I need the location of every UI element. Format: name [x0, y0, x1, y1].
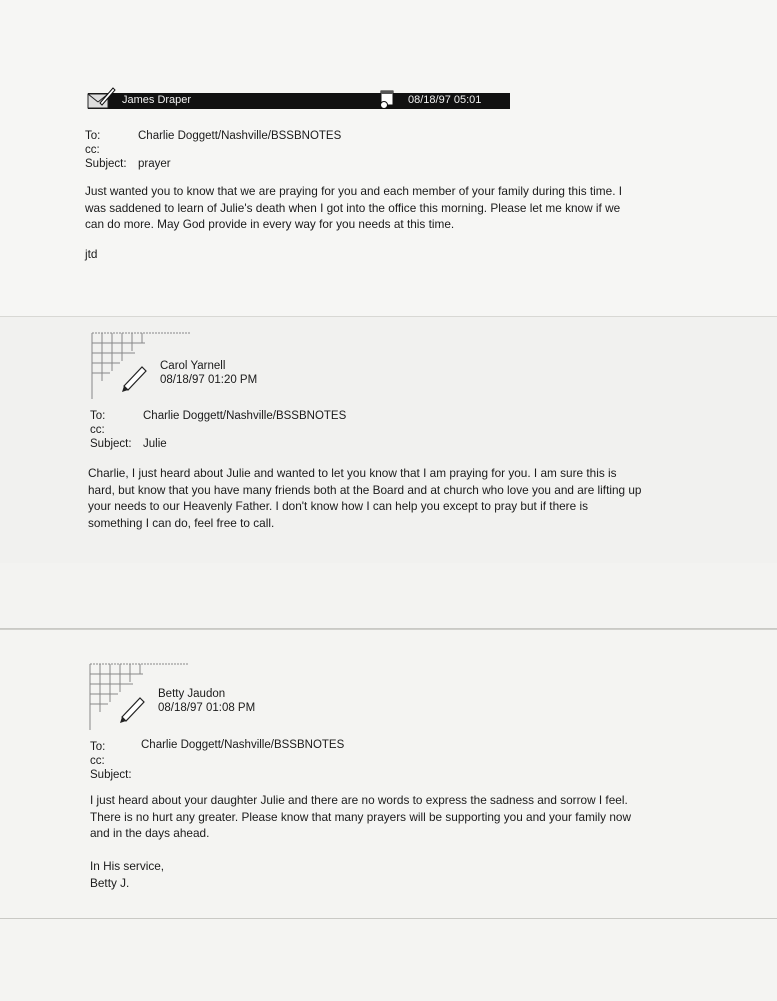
- body-line: I just heard about your daughter Julie and there are no words to express the sadness and sorrow I feel.: [90, 793, 628, 807]
- sender-name: Betty Jaudon: [158, 688, 226, 700]
- body-line: your needs to our Heavenly Father. I don't know how I can help you except to pray but if there is: [88, 499, 588, 513]
- memo-body: [90, 792, 710, 842]
- body-line: Just wanted you to know that we are praying for you and each member of your family during this time. I: [85, 184, 623, 198]
- closing-line: Betty J.: [90, 875, 130, 890]
- subject-value: Julie: [143, 438, 167, 450]
- calendar-clock-icon: [380, 89, 394, 109]
- memo-body: [85, 183, 685, 233]
- memo-carol-yarnell: [0, 316, 777, 563]
- mail-pen-icon: [86, 85, 116, 111]
- sent-datetime: 08/18/97 05:01: [408, 94, 482, 106]
- memo-betty-jaudon: [0, 629, 777, 1001]
- body-line: something I can do, feel free to call.: [88, 515, 275, 530]
- memo-header-bar: [88, 93, 510, 109]
- to-label: To:: [85, 130, 101, 142]
- cc-label: cc:: [90, 755, 105, 767]
- to-value: Charlie Doggett/Nashville/BSSBNOTES: [138, 130, 342, 142]
- sent-datetime: 08/18/97 01:20 PM: [160, 374, 258, 386]
- to-value: Charlie Doggett/Nashville/BSSBNOTES: [141, 739, 345, 751]
- body-line: can do more. May God provide in every way for you needs at this time.: [85, 217, 455, 231]
- body-line: and in the days ahead.: [90, 826, 210, 840]
- body-line: Charlie, I just heard about Julie and wanted to let you know that I am praying for you. I am sure this is: [88, 466, 617, 480]
- subject-label: Subject:: [90, 769, 132, 781]
- memo-closing: [90, 858, 390, 891]
- memo-james-draper: [0, 0, 777, 316]
- closing-line: In His service,: [90, 859, 165, 873]
- to-label: To:: [90, 741, 106, 753]
- memo-body: [88, 465, 708, 531]
- cc-label: cc:: [90, 424, 105, 436]
- body-line: was saddened to learn of Julie's death when I got into the office this morning. Please let me know if we: [85, 200, 621, 215]
- body-line: hard, but know that you have many friends both at the Board and at church who love you and are lifting up: [88, 482, 642, 497]
- sender-name: James Draper: [122, 94, 192, 106]
- cc-label: cc:: [85, 144, 100, 156]
- subject-value: prayer: [138, 158, 171, 170]
- sender-name: Carol Yarnell: [160, 360, 226, 372]
- body-line: There is no hurt any greater. Please know that many prayers will be supporting you and your family now: [90, 809, 631, 824]
- sent-datetime: 08/18/97 01:08 PM: [158, 702, 256, 714]
- page-edge-line: [0, 918, 777, 919]
- subject-label: Subject:: [85, 158, 127, 170]
- to-value: Charlie Doggett/Nashville/BSSBNOTES: [143, 410, 347, 422]
- to-label: To:: [90, 410, 106, 422]
- signature: jtd: [85, 247, 98, 261]
- subject-label: Subject:: [90, 438, 132, 450]
